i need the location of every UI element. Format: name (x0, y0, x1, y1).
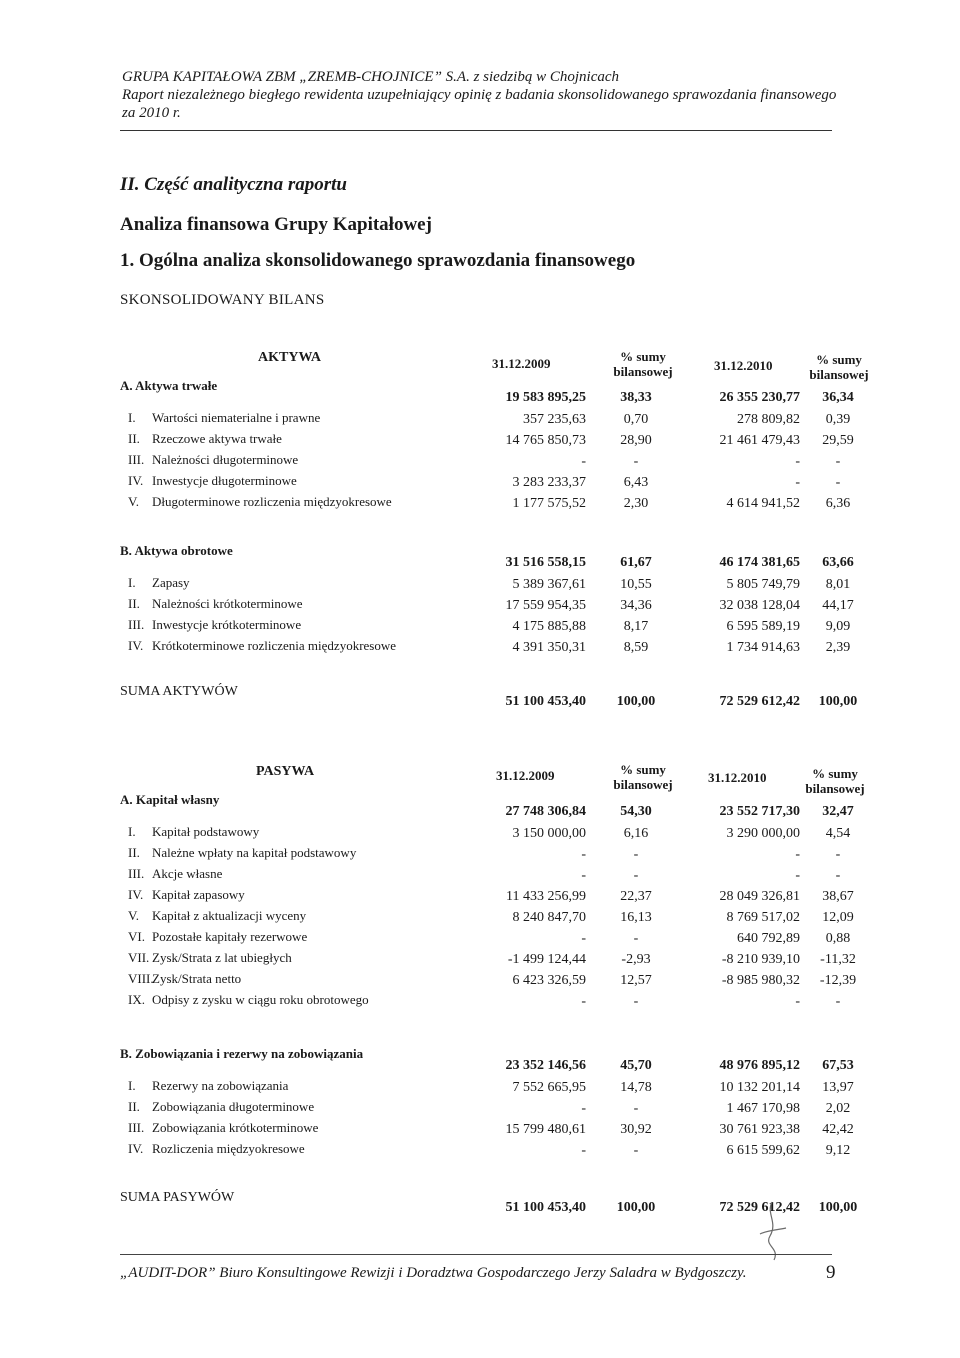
item-label: Wartości niematerialne i prawne (152, 410, 321, 425)
item-label: Rezerwy na zobowiązania (152, 1078, 289, 1093)
aktywa-a-item-pct-2010: 29,59 (822, 433, 854, 448)
aktywa-b-item-pct-2009: 8,17 (623, 619, 649, 634)
pasywa-a-item-pct-2009: 16,13 (620, 910, 652, 925)
aktywa-col-date1: 31.12.2009 (492, 356, 551, 371)
pasywa-a-item-value-2010: 8 769 517,02 (726, 910, 800, 925)
pasywa-b-item-pct-2010: 13,97 (822, 1080, 854, 1095)
aktywa-a-value-2010: 26 355 230,77 (719, 390, 800, 405)
roman-numeral: II. (128, 596, 140, 611)
footer-text: „AUDIT-DOR” Biuro Konsultingowe Rewizji i Doradztwa Gospodarczego Jerzy Saladra w Bydgoszczy. (120, 1265, 747, 1281)
roman-numeral: IV. (128, 1141, 144, 1156)
aktywa-b-item-pct-2009: 34,36 (620, 598, 652, 613)
aktywa-a-item-pct-2009: 28,90 (620, 433, 652, 448)
pasywa-a-item-value-2010: - (795, 847, 800, 862)
pasywa-a-item-pct-2009: - (633, 931, 639, 946)
pasywa-a-item-value-2009: -1 499 124,44 (507, 952, 586, 967)
pasywa-a-item-pct-2009: -2,93 (621, 952, 651, 967)
aktywa-a-item-label (128, 431, 282, 447)
aktywa-a-item-value-2010: - (795, 475, 800, 490)
pasywa-a-value-2009: 27 748 306,84 (505, 804, 586, 819)
aktywa-b-item-value-2009: 17 559 954,35 (505, 598, 586, 613)
pasywa-b-item-label (128, 1120, 318, 1136)
aktywa-a-item-label (128, 473, 297, 489)
pasywa-a-item-value-2010: -8 210 939,10 (721, 952, 800, 967)
pasywa-a-item-pct-2010: - (835, 847, 841, 862)
aktywa-b-item-pct-2009: 8,59 (623, 640, 649, 655)
pasywa-b-item-pct-2010: 9,12 (825, 1143, 851, 1158)
item-label: Inwestycje krótkoterminowe (152, 617, 302, 632)
pasywa-a-item-value-2010: - (795, 994, 800, 1009)
pasywa-a-item-value-2009: - (581, 847, 586, 862)
pasywa-a-pct-2010: 32,47 (822, 804, 854, 819)
header-line-1: GRUPA KAPITAŁOWA ZBM „ZREMB-CHOJNICE” S.A. z siedzibą w Chojnicach (122, 69, 620, 85)
pasywa-a-value-2010: 23 552 717,30 (719, 804, 800, 819)
item-label: Zysk/Strata netto (152, 971, 242, 986)
aktywa-b-item-label (128, 638, 396, 654)
pasywa-a-item-pct-2009: - (633, 847, 639, 862)
pasywa-a-item-value-2009: - (581, 994, 586, 1009)
aktywa-a-item-pct-2010: - (835, 454, 841, 469)
roman-numeral: V. (128, 908, 139, 923)
aktywa-b-item-label (128, 617, 301, 633)
roman-numeral: I. (128, 410, 136, 425)
suma-pasywow-value-2009: 51 100 453,40 (505, 1200, 586, 1215)
pasywa-a-item-value-2009: - (581, 931, 586, 946)
aktywa-a-item-value-2010: 21 461 479,43 (719, 433, 800, 448)
item-label: Długoterminowe rozliczenia międzyokresowe (152, 494, 392, 509)
pasywa-b-item-value-2010: 10 132 201,14 (719, 1080, 800, 1095)
roman-numeral: IV. (128, 638, 144, 653)
pasywa-b-value-2010: 48 976 895,12 (719, 1058, 800, 1073)
header-line-3: za 2010 r. (122, 105, 181, 121)
aktywa-a-item-pct-2009: - (633, 454, 639, 469)
pasywa-a-item-pct-2009: 6,16 (623, 826, 649, 841)
roman-numeral: IV. (128, 473, 144, 488)
pasywa-b-item-value-2009: - (581, 1101, 586, 1116)
aktywa-b-item-pct-2009: 10,55 (620, 577, 652, 592)
item-label: Kapitał z aktualizacji wyceny (152, 908, 307, 923)
pasywa-a-item-pct-2010: - (835, 868, 841, 883)
pasywa-a-item-pct-2009: 22,37 (620, 889, 652, 904)
aktywa-b-item-value-2010: 32 038 128,04 (719, 598, 800, 613)
aktywa-a-item-label (128, 452, 298, 468)
pasywa-b-value-2009: 23 352 146,56 (505, 1058, 586, 1073)
pasywa-b-item-value-2009: - (581, 1143, 586, 1158)
roman-numeral: IV. (128, 887, 144, 902)
aktywa-b-pct-2010: 63,66 (822, 555, 854, 570)
pasywa-a-item-label (128, 992, 369, 1008)
suma-aktywow-value-2010: 72 529 612,42 (719, 694, 800, 709)
pasywa-a-item-value-2009: 6 423 326,59 (512, 973, 586, 988)
pasywa-b-item-pct-2009: - (633, 1101, 639, 1116)
aktywa-a-item-value-2009: - (581, 454, 586, 469)
pasywa-a-item-pct-2009: - (633, 868, 639, 883)
pasywa-a-item-pct-2010: 0,88 (825, 931, 851, 946)
pasywa-a-item-label (128, 866, 222, 882)
pasywa-b-item-value-2010: 1 467 170,98 (726, 1101, 800, 1116)
pasywa-a-item-label (128, 908, 306, 924)
pasywa-b-item-label (128, 1099, 314, 1115)
roman-numeral: VIII. (128, 971, 154, 986)
pasywa-col-pct1: % sumy bilansowej (613, 762, 673, 792)
item-label: Zobowiązania długoterminowe (152, 1099, 315, 1114)
pasywa-a-item-value-2009: 3 150 000,00 (512, 826, 586, 841)
roman-numeral: III. (128, 452, 145, 467)
roman-numeral: V. (128, 494, 139, 509)
item-label: Zapasy (152, 575, 190, 590)
aktywa-b-item-value-2009: 5 389 367,61 (512, 577, 586, 592)
aktywa-col-date2: 31.12.2010 (714, 358, 773, 373)
item-label: Krótkoterminowe rozliczenia międzyokresowe (152, 638, 397, 653)
roman-numeral: II. (128, 1099, 140, 1114)
pasywa-a-item-value-2010: 28 049 326,81 (719, 889, 800, 904)
pasywa-a-item-pct-2009: 12,57 (620, 973, 652, 988)
aktywa-a-item-pct-2009: 0,70 (623, 412, 649, 427)
pasywa-a-item-value-2010: - (795, 868, 800, 883)
roman-numeral: III. (128, 617, 145, 632)
aktywa-a-item-label (128, 410, 320, 426)
pasywa-a-heading: A. Kapitał własny (120, 792, 220, 807)
pasywa-b-item-pct-2010: 42,42 (822, 1122, 854, 1137)
item-label: Zobowiązania krótkoterminowe (152, 1120, 319, 1135)
section-title: Analiza finansowa Grupy Kapitałowej (120, 214, 432, 235)
suma-pasywow-pct-2010: 100,00 (818, 1200, 858, 1215)
suma-pasywow-pct-2009: 100,00 (616, 1200, 656, 1215)
pasywa-col-pct2: % sumy bilansowej (805, 766, 865, 796)
roman-numeral: IX. (128, 992, 145, 1007)
pasywa-a-item-label (128, 929, 307, 945)
aktywa-a-item-value-2009: 14 765 850,73 (505, 433, 586, 448)
roman-numeral: III. (128, 1120, 145, 1135)
item-label: Należności długoterminowe (152, 452, 299, 467)
aktywa-a-item-pct-2010: 0,39 (825, 412, 851, 427)
pasywa-a-item-pct-2010: - (835, 994, 841, 1009)
pasywa-a-item-pct-2010: 4,54 (825, 826, 851, 841)
aktywa-a-value-2009: 19 583 895,25 (505, 390, 586, 405)
suma-aktywow-pct-2010: 100,00 (818, 694, 858, 709)
footer-rule (120, 1254, 832, 1255)
pasywa-b-pct-2010: 67,53 (822, 1058, 854, 1073)
pasywa-a-item-pct-2010: -12,39 (819, 973, 857, 988)
aktywa-b-item-pct-2010: 2,39 (825, 640, 851, 655)
pasywa-a-item-pct-2010: 38,67 (822, 889, 854, 904)
aktywa-a-item-label (128, 494, 392, 510)
header-rule (120, 130, 832, 131)
item-label: Pozostałe kapitały rezerwowe (152, 929, 308, 944)
aktywa-b-item-value-2009: 4 391 350,31 (512, 640, 586, 655)
aktywa-a-heading: A. Aktywa trwałe (120, 378, 218, 393)
pasywa-a-item-value-2009: 11 433 256,99 (506, 889, 586, 904)
header-line-2: Raport niezależnego biegłego rewidenta uzupełniający opinię z badania skonsolidowanego sprawozdania finansowego (122, 87, 837, 103)
item-label: Należności krótkoterminowe (152, 596, 303, 611)
pasywa-a-item-label (128, 950, 292, 966)
aktywa-a-item-value-2009: 357 235,63 (523, 412, 586, 427)
suma-pasywow-value-2010: 72 529 612,42 (719, 1200, 800, 1215)
aktywa-a-item-pct-2010: 6,36 (825, 496, 851, 511)
pasywa-col-date1: 31.12.2009 (496, 768, 555, 783)
aktywa-a-item-value-2010: - (795, 454, 800, 469)
suma-pasywow-label: SUMA PASYWÓW (120, 1190, 235, 1205)
aktywa-a-item-value-2009: 3 283 233,37 (512, 475, 586, 490)
aktywa-a-item-value-2010: 278 809,82 (737, 412, 800, 427)
item-label: Rzeczowe aktywa trwałe (152, 431, 282, 446)
subsection-title: 1. Ogólna analiza skonsolidowanego sprawozdania finansowego (120, 250, 636, 271)
aktywa-col-pct2: % sumy bilansowej (809, 352, 869, 382)
pasywa-b-item-label (128, 1141, 305, 1157)
item-label: Kapitał podstawowy (152, 824, 260, 839)
pasywa-a-item-label (128, 845, 356, 861)
roman-numeral: II. (128, 431, 140, 446)
item-label: Inwestycje długoterminowe (152, 473, 297, 488)
roman-numeral: I. (128, 575, 136, 590)
pasywa-b-item-pct-2009: - (633, 1143, 639, 1158)
item-label: Rozliczenia międzyokresowe (152, 1141, 305, 1156)
signature-mark (752, 1200, 792, 1272)
aktywa-b-pct-2009: 61,67 (620, 555, 652, 570)
pasywa-b-pct-2009: 45,70 (620, 1058, 652, 1073)
roman-numeral: I. (128, 824, 136, 839)
aktywa-b-item-value-2010: 6 595 589,19 (726, 619, 800, 634)
suma-aktywow-value-2009: 51 100 453,40 (505, 694, 586, 709)
pasywa-heading: PASYWA (256, 764, 315, 779)
roman-numeral: VII. (128, 950, 150, 965)
aktywa-a-item-pct-2009: 2,30 (623, 496, 649, 511)
item-label: Akcje własne (152, 866, 223, 881)
pasywa-a-item-value-2010: 640 792,89 (737, 931, 800, 946)
pasywa-b-item-pct-2010: 2,02 (825, 1101, 851, 1116)
aktywa-b-item-value-2009: 4 175 885,88 (512, 619, 586, 634)
part-title: II. Część analityczna raportu (120, 174, 347, 195)
balance-title: SKONSOLIDOWANY BILANS (120, 292, 325, 308)
aktywa-b-item-value-2010: 1 734 914,63 (726, 640, 800, 655)
pasywa-b-item-value-2009: 7 552 665,95 (512, 1080, 586, 1095)
pasywa-a-item-label (128, 887, 245, 903)
pasywa-b-item-value-2009: 15 799 480,61 (505, 1122, 586, 1137)
suma-aktywow-label: SUMA AKTYWÓW (120, 684, 238, 699)
pasywa-b-item-pct-2009: 14,78 (620, 1080, 652, 1095)
aktywa-b-item-pct-2010: 44,17 (822, 598, 854, 613)
aktywa-a-item-pct-2009: 6,43 (623, 475, 649, 490)
pasywa-b-item-label (128, 1078, 288, 1094)
aktywa-b-item-pct-2010: 9,09 (825, 619, 851, 634)
pasywa-a-item-value-2010: -8 985 980,32 (721, 973, 800, 988)
pasywa-a-item-value-2009: - (581, 868, 586, 883)
aktywa-b-value-2009: 31 516 558,15 (505, 555, 586, 570)
pasywa-a-item-value-2010: 3 290 000,00 (726, 826, 800, 841)
aktywa-heading: AKTYWA (258, 350, 322, 365)
aktywa-b-item-label (128, 575, 190, 591)
item-label: Zysk/Strata z lat ubiegłych (152, 950, 292, 965)
pasywa-b-item-pct-2009: 30,92 (620, 1122, 652, 1137)
pasywa-a-item-label (128, 824, 259, 840)
aktywa-a-item-value-2010: 4 614 941,52 (726, 496, 800, 511)
roman-numeral: VI. (128, 929, 145, 944)
pasywa-a-item-value-2009: 8 240 847,70 (512, 910, 586, 925)
item-label: Należne wpłaty na kapitał podstawowy (152, 845, 357, 860)
pasywa-b-item-value-2010: 6 615 599,62 (726, 1143, 800, 1158)
aktywa-b-item-value-2010: 5 805 749,79 (726, 577, 800, 592)
aktywa-a-pct-2010: 36,34 (822, 390, 854, 405)
aktywa-a-pct-2009: 38,33 (620, 390, 652, 405)
pasywa-a-item-pct-2010: -11,32 (820, 952, 856, 967)
aktywa-a-item-value-2009: 1 177 575,52 (512, 496, 586, 511)
pasywa-col-date2: 31.12.2010 (708, 770, 767, 785)
page-number: 9 (826, 1262, 836, 1283)
item-label: Kapitał zapasowy (152, 887, 245, 902)
pasywa-b-heading: B. Zobowiązania i rezerwy na zobowiązania (120, 1046, 364, 1061)
pasywa-a-item-pct-2009: - (633, 994, 639, 1009)
roman-numeral: III. (128, 866, 145, 881)
aktywa-b-item-label (128, 596, 303, 612)
suma-aktywow-pct-2009: 100,00 (616, 694, 656, 709)
aktywa-col-pct1: % sumy bilansowej (613, 349, 673, 379)
pasywa-b-item-value-2010: 30 761 923,38 (719, 1122, 800, 1137)
roman-numeral: I. (128, 1078, 136, 1093)
aktywa-b-value-2010: 46 174 381,65 (719, 555, 800, 570)
aktywa-a-item-pct-2010: - (835, 475, 841, 490)
pasywa-a-pct-2009: 54,30 (620, 804, 652, 819)
item-label: Odpisy z zysku w ciągu roku obrotowego (152, 992, 369, 1007)
pasywa-a-item-label (128, 971, 241, 987)
pasywa-a-item-pct-2010: 12,09 (822, 910, 854, 925)
aktywa-b-item-pct-2010: 8,01 (825, 577, 851, 592)
roman-numeral: II. (128, 845, 140, 860)
aktywa-b-heading: B. Aktywa obrotowe (120, 543, 233, 558)
